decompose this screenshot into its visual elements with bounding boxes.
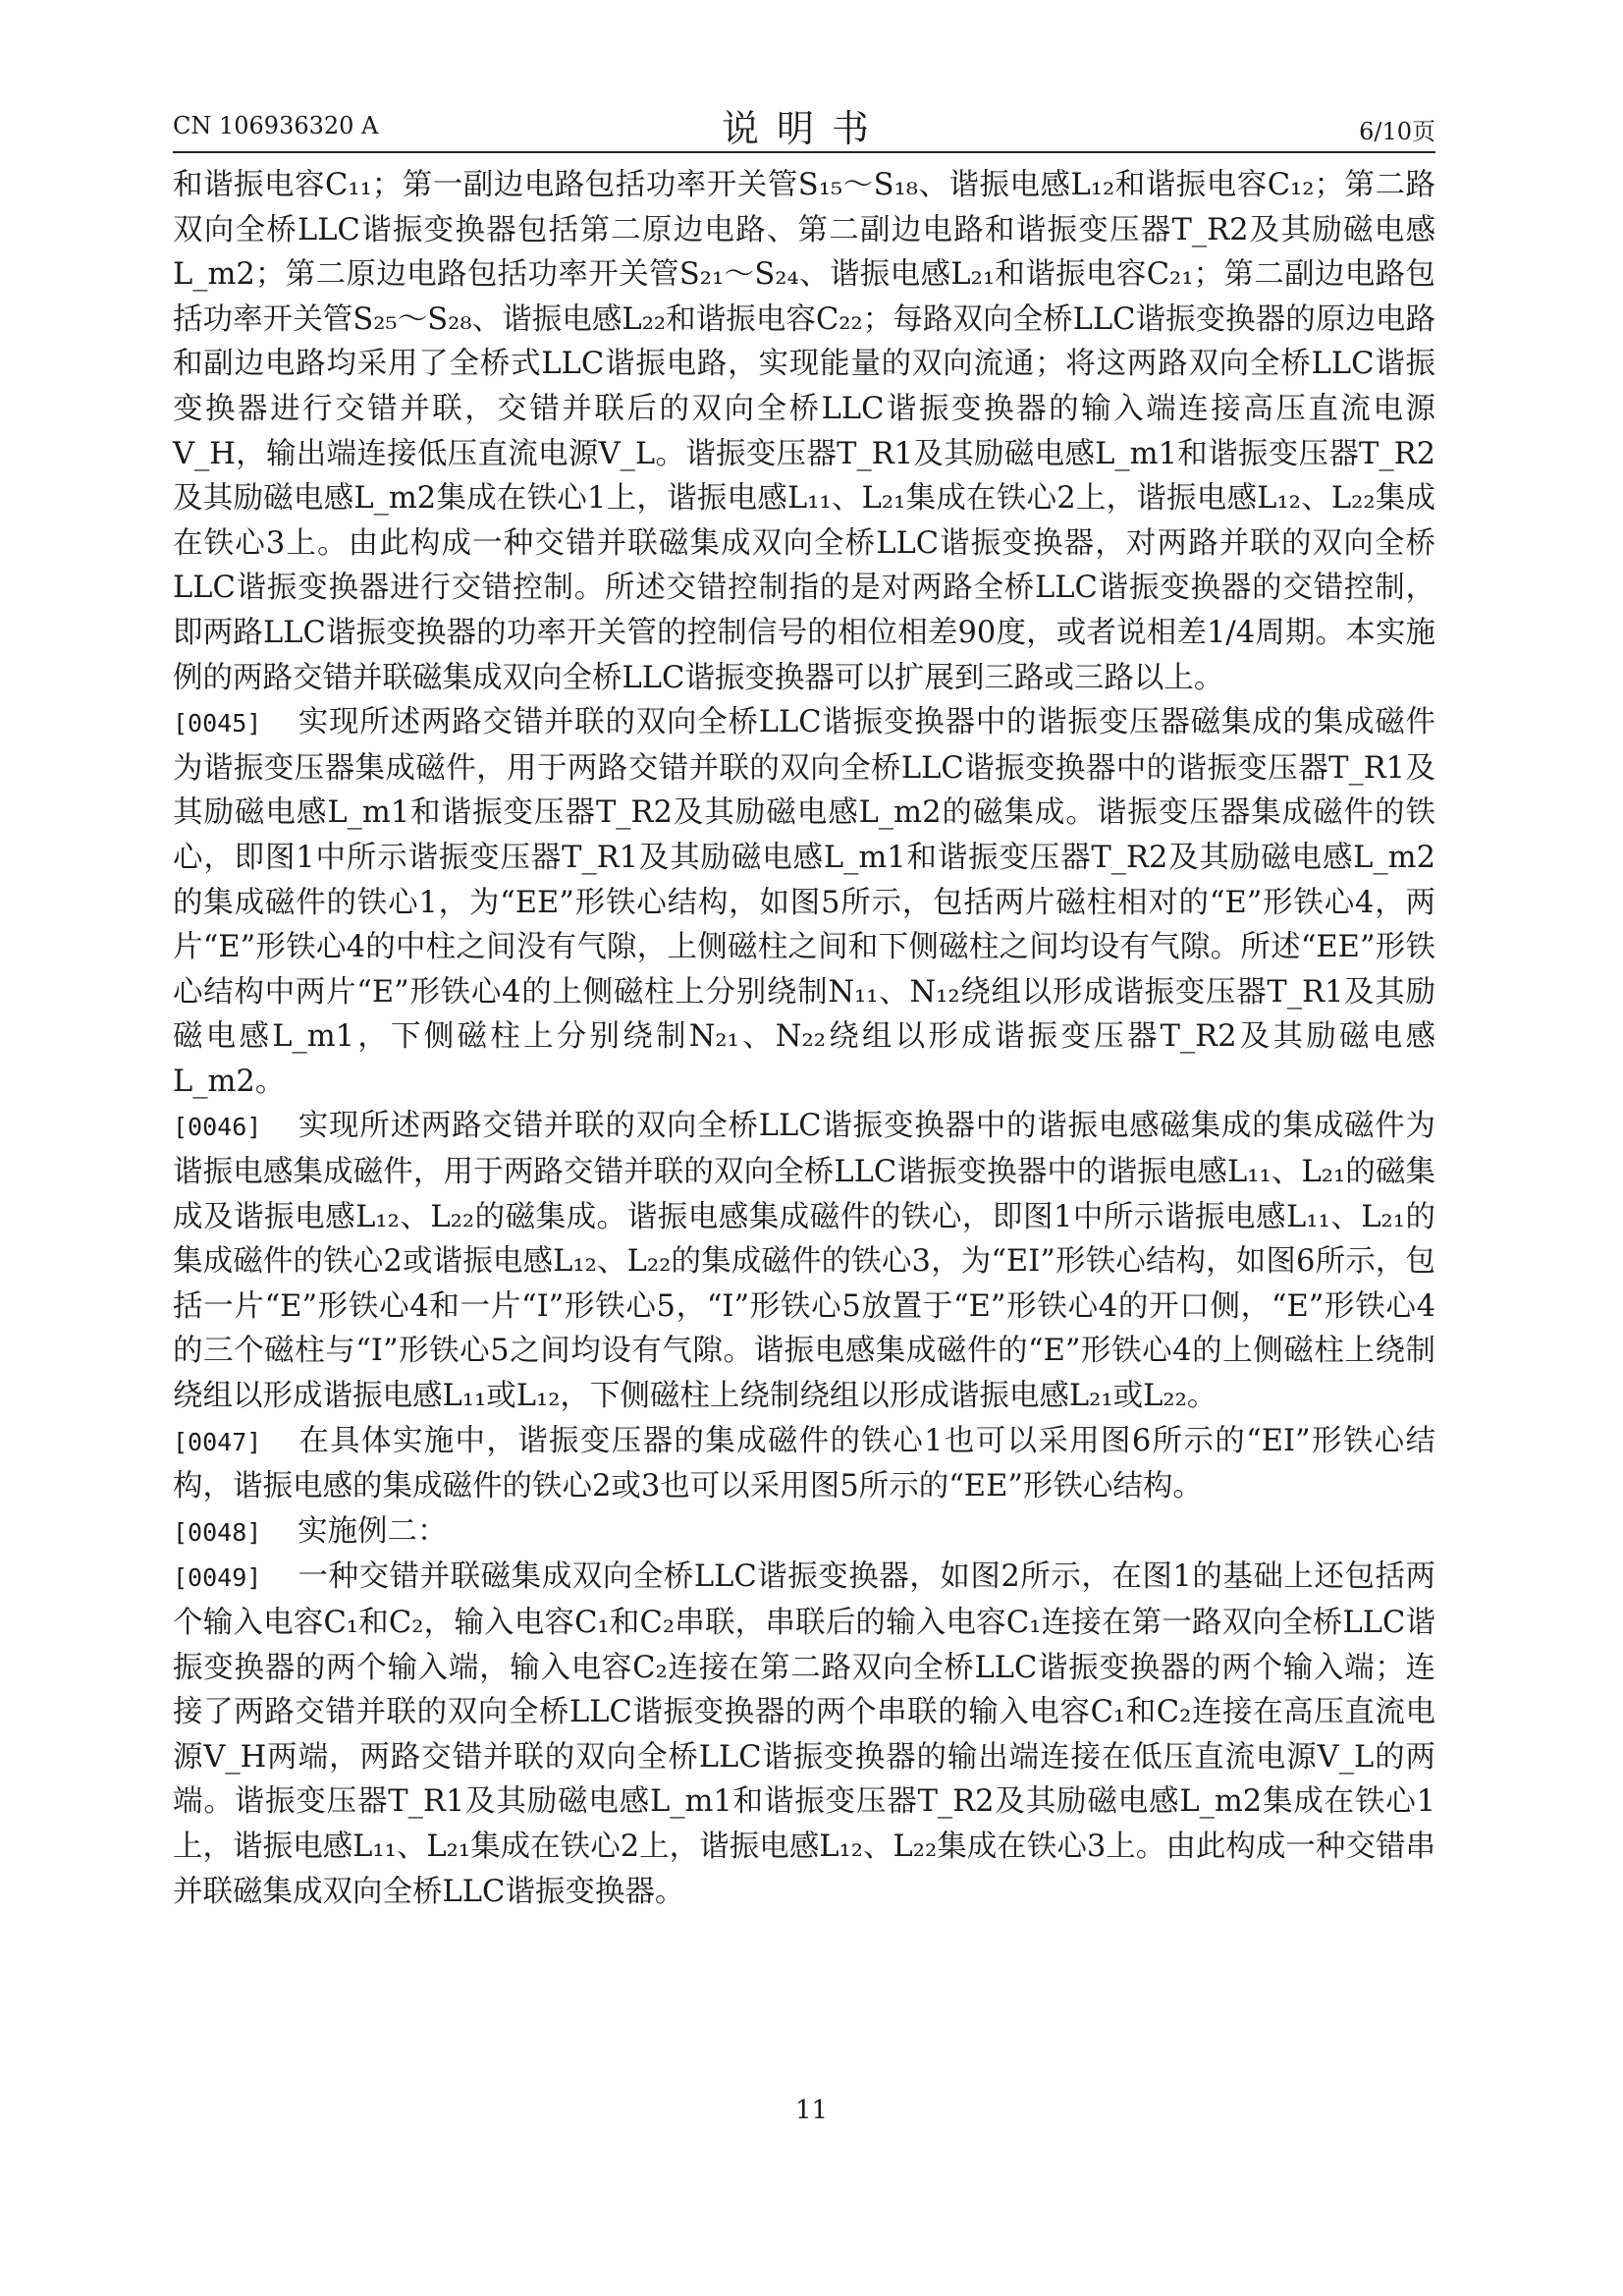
page-counter: 6/10页 (1359, 118, 1435, 145)
page-number: 11 (794, 2096, 829, 2125)
paragraph-text: 在具体实施中，谐振变压器的集成磁件的铁心1也可以采用图6所示的“EI”形铁心结构，谐振电感的集成磁件的铁心2或3也可以采用图5所示的“EE”形铁心结构。 (173, 1423, 1435, 1504)
paragraph-text: 和谐振电容C₁₁；第一副边电路包括功率开关管S₁₅～S₁₈、谐振电感L₁₂和谐振电容C₁₂；第二路双向全桥LLC谐振变换器包括第二原边电路、第二副边电路和谐振变压器T_R2及其励磁电感L_m2；第二原边电路包括功率开关管S₂₁～S₂₄、谐振电感L₂₁和谐振电容C₂₁；第二副边电路包括功率开关管S₂₅～S₂₈、谐振电感L₂₂和谐振电容C₂₂；每路双向全桥LLC谐振变换器的原边电路和副边电路均采用了全桥式LLC谐振电路，实现能量的双向流通；将这两路双向全桥LLC谐振变换器进行交错并联，交错并联后的双向全桥LLC谐振变换器的输入端连接高压直流电源V_H，输出端连接低压直流电源V_L。谐振变压器T_R1及其励磁电感L_m1和谐振变压器T_R2及其励磁电感L_m2集成在铁心1上，谐振电感L₁₁、L₂₁集成在铁心2上，谐振电感L₁₂、L₂₂集成在铁心3上。由此构成一种交错并联磁集成双向全桥LLC谐振变换器，对两路并联的双向全桥LLC谐振变换器进行交错控制。所述交错控制指的是对两路全桥LLC谐振变换器的交错控制，即两路LLC谐振变换器的功率开关管的控制信号的相位相差90度，或者说相差1/4周期。本实施例的两路交错并联磁集成双向全桥LLC谐振变换器可以扩展到三路或三路以上。 (173, 168, 1435, 695)
paragraph-0047 (173, 1419, 1435, 1509)
header-rule (173, 151, 1435, 153)
paragraph-text: 实现所述两路交错并联的双向全桥LLC谐振变换器中的谐振变压器磁集成的集成磁件为谐振变压器集成磁件，用于两路交错并联的双向全桥LLC谐振变换器中的谐振变压器T_R1及其励磁电感L_m1和谐振变压器T_R2及其励磁电感L_m2的磁集成。谐振变压器集成磁件的铁心，即图1中所示谐振变压器T_R1及其励磁电感L_m1和谐振变压器T_R2及其励磁电感L_m2的集成磁件的铁心1，为“EE”形铁心结构，如图5所示，包括两片磁柱相对的“E”形铁心4，两片“E”形铁心4的中柱之间没有气隙，上侧磁柱之间和下侧磁柱之间均设有气隙。所述“EE”形铁心结构中两片“E”形铁心4的上侧磁柱上分别绕制N₁₁、N₁₂绕组以形成谐振变压器T_R1及其励磁电感L_m1，下侧磁柱上分别绕制N₂₁、N₂₂绕组以形成谐振变压器T_R2及其励磁电感L_m2。 (173, 705, 1435, 1099)
paragraph-0046 (173, 1104, 1435, 1418)
paragraph-number: [0047] (173, 1427, 262, 1456)
patent-number: CN 106936320 A (173, 112, 379, 139)
page-header (173, 98, 1435, 149)
paragraph-number: [0045] (173, 709, 262, 738)
paragraph-0045 (173, 700, 1435, 1104)
paragraph-number: [0048] (173, 1517, 262, 1547)
paragraph-number: [0049] (173, 1563, 262, 1593)
paragraph-0049 (173, 1555, 1435, 1914)
paragraph-0048 (173, 1509, 1435, 1556)
paragraph-continuation (173, 163, 1435, 700)
paragraph-number: [0046] (173, 1113, 262, 1142)
paragraph-text: 实现所述两路交错并联的双向全桥LLC谐振变换器中的谐振电感磁集成的集成磁件为谐振电感集成磁件，用于两路交错并联的双向全桥LLC谐振变换器中的谐振电感L₁₁、L₂₁的磁集成及谐振电感L₁₂、L₂₂的磁集成。谐振电感集成磁件的铁心，即图1中所示谐振电感L₁₁、L₂₁的集成磁件的铁心2或谐振电感L₁₂、L₂₂的集成磁件的铁心3，为“EI”形铁心结构，如图6所示，包括一片“E”形铁心4和一片“I”形铁心5，“I”形铁心5放置于“E”形铁心4的开口侧，“E”形铁心4的三个磁柱与“I”形铁心5之间均设有气隙。谐振电感集成磁件的“E”形铁心4的上侧磁柱上绕制绕组以形成谐振电感L₁₁或L₁₂，下侧磁柱上绕制绕组以形成谐振电感L₂₁或L₂₂。 (173, 1109, 1435, 1414)
body-text (173, 163, 1435, 1914)
paragraph-text: 一种交错并联磁集成双向全桥LLC谐振变换器，如图2所示，在图1的基础上还包括两个输入电容C₁和C₂，输入电容C₁和C₂串联，串联后的输入电容C₁连接在第一路双向全桥LLC谐振变换器的两个输入端，输入电容C₂连接在第二路双向全桥LLC谐振变换器的两个输入端；连接了两路交错并联的双向全桥LLC谐振变换器的两个串联的输入电容C₁和C₂连接在高压直流电源V_H两端，两路交错并联的双向全桥LLC谐振变换器的输出端连接在低压直流电源V_L的两端。谐振变压器T_R1及其励磁电感L_m1和谐振变压器T_R2及其励磁电感L_m2集成在铁心1上，谐振电感L₁₁、L₂₁集成在铁心2上，谐振电感L₁₂、L₂₂集成在铁心3上。由此构成一种交错串并联磁集成双向全桥LLC谐振变换器。 (173, 1559, 1435, 1909)
document-title: 说明书 (721, 107, 887, 150)
paragraph-text: 实施例二： (298, 1513, 448, 1549)
